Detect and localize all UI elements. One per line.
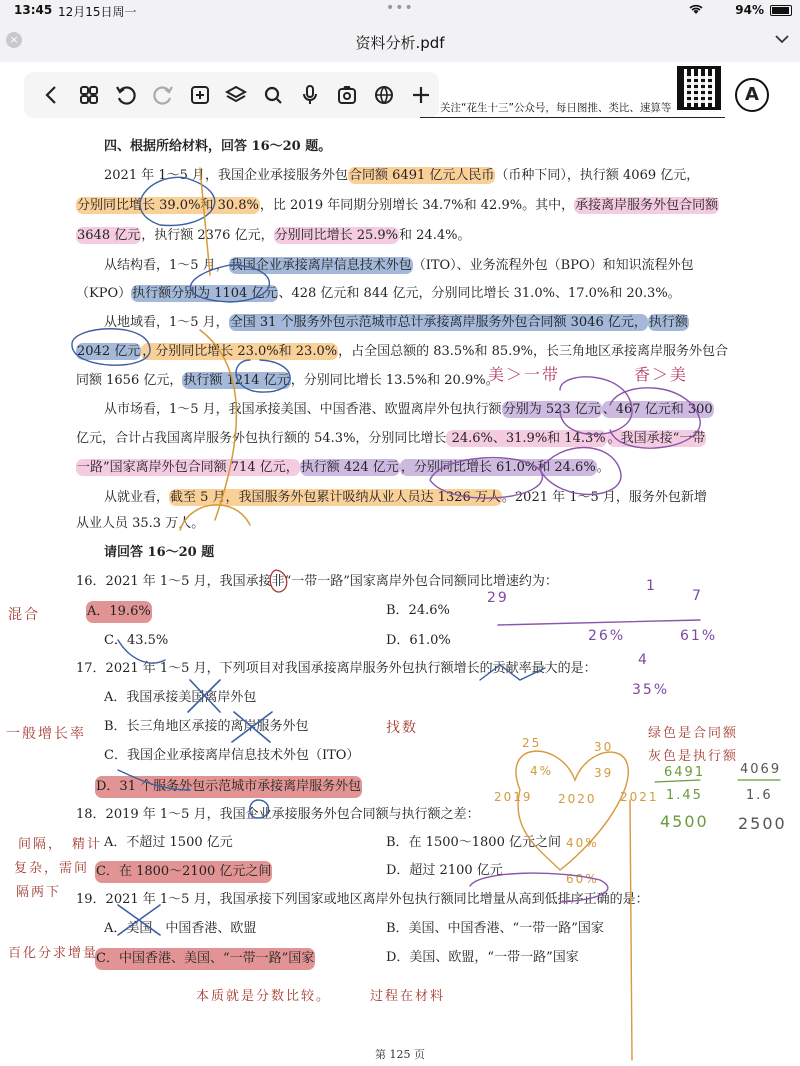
battery-percent: 94% <box>735 3 764 17</box>
paragraph-1-line-2: 分别同比增长 39.0%和 30.8%，比 2019 年同期分别增长 34.7%和 42.9%。其中，承接离岸服务外包合同额 <box>77 198 719 213</box>
pen-icon[interactable]: A <box>735 78 769 112</box>
note-6491: 6491 <box>664 765 706 780</box>
paragraph-2-line-1: 从结构看，1～5 月，我国企业承接离岸信息技术外包（ITO）、业务流程外包（BPO）和知识流程外包 <box>104 258 694 273</box>
highlight: 执行额 424 亿元 <box>300 460 399 475</box>
note-4069: 4069 <box>740 762 782 777</box>
note-35pct: 35% <box>632 682 670 698</box>
question-16-option-d[interactable]: D．61.0% <box>386 633 451 648</box>
highlight: 分别同比增长 39.0%和 30.8% <box>77 198 259 213</box>
clock: 13:45 <box>14 3 53 17</box>
question-19-stem: 19．2021 年 1～5 月，我国承接下列国家或地区离岸外包执行额同比增量从高到低排序正确的是： <box>76 892 649 907</box>
paragraph-2-line-2: （KPO）执行额分别为 1104 亿元、428 亿元和 844 亿元，分别同比增长 31.0%、17.0%和 20.3%。 <box>76 286 681 301</box>
paragraph-5-line-2: 从业人员 35.3 万人。 <box>76 516 205 531</box>
note-gray-execution: 灰色是执行额 <box>648 749 739 764</box>
banner-caption: 关注“花生十三”公众号，每日图推、类比、速算等 <box>440 102 672 114</box>
question-18-option-d[interactable]: D．超过 2100 亿元 <box>386 863 503 878</box>
note-hk-vs-usa: 香＞美 <box>634 365 689 384</box>
note-percent-growth: 百化分求增量 <box>8 946 99 961</box>
question-18-option-c[interactable]: C．在 1800～2100 亿元之间 <box>95 861 272 883</box>
note-40pct: 40% <box>566 836 599 850</box>
question-19-option-d[interactable]: D．美国、欧盟，“一带一路”国家 <box>386 950 579 965</box>
note-145: 1.45 <box>666 788 703 803</box>
note-1: 1 <box>646 578 657 594</box>
note-2020: 2020 <box>558 792 597 806</box>
note-usa-vs-belt: 美＞一带 <box>488 365 561 384</box>
highlight: ，分别同比增长 61.0%和 24.6% <box>400 460 596 475</box>
highlight: 3648 亿元 <box>77 228 141 243</box>
highlight: 执行额 1214 亿元 <box>183 373 290 388</box>
note-61pct: 61% <box>680 628 718 644</box>
question-17-option-a[interactable]: A．我国承接美国离岸外包 <box>104 690 257 705</box>
questions-heading: 请回答 16～20 题 <box>104 545 215 560</box>
close-icon[interactable]: × <box>6 32 22 48</box>
highlight: 。我国承接“一带 <box>607 431 706 446</box>
highlight: 承接离岸服务外包合同额 <box>575 198 719 213</box>
date: 12月15日周一 <box>58 5 137 19</box>
question-18-stem: 18．2019 年 1～5 月，我国企业承接服务外包合同额与执行额之差： <box>76 807 480 822</box>
paragraph-4-line-2: 亿元，合计占我国离岸服务外包执行额的 54.3%，分别同比增长 24.6%、31.9%和 14.3% 。我国承接“一带 <box>76 431 706 446</box>
note-4pct: 4% <box>530 764 554 778</box>
question-19-option-c[interactable]: C．中国香港、美国、“一带一路”国家 <box>95 948 315 970</box>
highlight: 我国企业承接离岸信息技术外包 <box>229 258 412 273</box>
highlight: ，分别同比增长 23.0%和 23.0% <box>142 344 338 359</box>
note-7: 7 <box>692 588 703 604</box>
highlight: 合同额 6491 亿元人民币 <box>349 168 495 183</box>
note-2019: 2019 <box>494 790 533 804</box>
document-title[interactable]: 资料分析.pdf <box>355 34 445 52</box>
highlight: 2042 亿元 <box>77 344 141 359</box>
highlight: 截至 5 月，我国服务外包累计吸纳从业人员达 1326 万人 <box>170 490 501 505</box>
question-18-option-a[interactable]: A．不超过 1500 亿元 <box>104 835 233 850</box>
question-16-option-b[interactable]: B．24.6% <box>386 603 450 618</box>
question-16-option-c[interactable]: C．43.5% <box>104 633 169 648</box>
note-2500: 2500 <box>738 814 787 833</box>
paragraph-1-line-3: 3648 亿元，执行额 2376 亿元，分别同比增长 25.9%和 24.4%。 <box>77 228 471 243</box>
question-17-stem: 17．2021 年 1～5 月，下列项目对我国承接离岸服务外包执行额增长的贡献率最大的是： <box>76 661 597 676</box>
highlight: 24.6%、31.9%和 14.3% <box>447 431 606 446</box>
note-39: 39 <box>594 766 614 780</box>
note-mixed: 混合 <box>8 607 40 623</box>
section-heading: 四、根据所给材料，回答 16～20 题。 <box>104 139 332 154</box>
question-19-option-a[interactable]: A．美国、中国香港、欧盟 <box>104 921 257 936</box>
note-60pct: 60% <box>566 872 599 886</box>
highlight: 执行额 <box>648 315 688 330</box>
question-19-option-b[interactable]: B．美国、中国香港、“一带一路”国家 <box>386 921 604 936</box>
highlight: 分别同比增长 25.9% <box>274 228 399 243</box>
paragraph-5-line-1: 从就业看，截至 5 月，我国服务外包累计吸纳从业人员达 1326 万人。2021 年 1～5 月，服务外包新增 <box>104 490 707 505</box>
note-compute: 精计 <box>72 837 103 852</box>
note-30: 30 <box>594 740 614 754</box>
note-find-data: 找数 <box>386 720 418 736</box>
multitask-dots[interactable]: ••• <box>386 0 414 16</box>
paragraph-3-line-2: 2042 亿元 ，分别同比增长 23.0%和 23.0%，占全国总额的 83.5%和 85.9%，长三角地区承接离岸服务外包合 <box>77 344 728 359</box>
question-17-option-b[interactable]: B．长三角地区承接的离岸服务外包 <box>104 719 309 734</box>
paragraph-4-line-3: 一路”国家离岸外包合同额 714 亿元， 执行额 424 亿元 ，分别同比增长 61.0%和 24.6%。 <box>77 460 610 475</box>
note-29: 29 <box>487 590 509 606</box>
question-16-stem: 16．2021 年 1～5 月，我国承接非“一带一路”国家离岸外包合同额同比增速约为： <box>76 574 558 589</box>
note-4500: 4500 <box>660 812 709 831</box>
question-17-option-d[interactable]: D．31 个服务外包示范城市承接离岸服务外包 <box>95 776 362 798</box>
note-25: 25 <box>522 736 542 750</box>
page-number: 第 125 页 <box>375 1048 425 1061</box>
highlight: 分别为 523 亿元 <box>502 402 601 417</box>
note-interval-1: 间隔， <box>18 837 64 852</box>
note-essence: 本质就是分数比较。 <box>196 989 332 1004</box>
paragraph-3-line-1: 从地域看，1～5 月，全国 31 个服务外包示范城市总计承接离岸服务外包合同额 3046 亿元， 执行额 <box>104 315 688 330</box>
note-interval-2: 复杂，需间 <box>14 861 90 876</box>
note-interval-3: 隔两下 <box>16 885 62 900</box>
note-26pct: 26% <box>588 628 626 644</box>
question-18-option-b[interactable]: B．在 1500～1800 亿元之间 <box>386 835 561 850</box>
note-2021: 2021 <box>620 790 659 804</box>
note-16: 1.6 <box>746 788 773 803</box>
highlight: 全国 31 个服务外包示范城市总计承接离岸服务外包合同额 3046 亿元， <box>229 315 647 330</box>
note-general-rate: 一般增长率 <box>6 726 86 742</box>
highlight: 执行额分别为 1104 亿元 <box>132 286 278 301</box>
note-green-contract: 绿色是合同额 <box>648 726 739 741</box>
question-16-option-a[interactable]: A．19.6% <box>86 601 152 623</box>
note-process: 过程在材料 <box>370 989 446 1004</box>
highlight: 、467 亿元和 300 <box>602 402 713 417</box>
question-17-option-c[interactable]: C．我国企业承接离岸信息技术外包（ITO） <box>104 748 360 763</box>
note-4: 4 <box>638 652 649 668</box>
paragraph-3-line-3: 同额 1656 亿元，执行额 1214 亿元，分别同比增长 13.5%和 20.9%。 <box>76 373 499 388</box>
paragraph-1-line-1: 2021 年 1～5 月，我国企业承接服务外包合同额 6491 亿元人民币（币种下同），执行额 4069 亿元， <box>104 168 700 183</box>
paragraph-4-line-1: 从市场看，1～5 月，我国承接美国、中国香港、欧盟离岸外包执行额分别为 523 亿元 、467 亿元和 300 <box>104 402 713 417</box>
highlight: 一路”国家离岸外包合同额 714 亿元， <box>77 460 299 475</box>
